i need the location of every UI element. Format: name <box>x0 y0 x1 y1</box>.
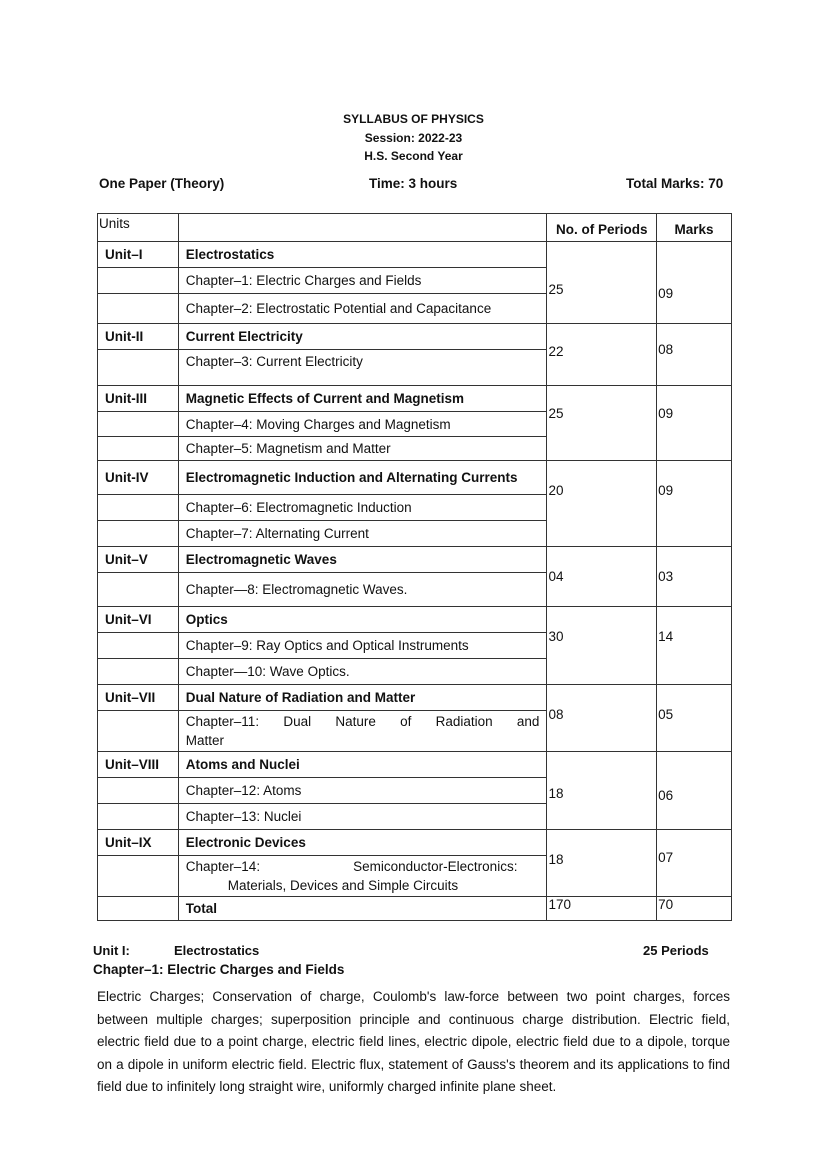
table-row <box>98 752 732 778</box>
unit-blank <box>98 495 179 521</box>
total-marks-value: 70 <box>657 897 732 921</box>
periods-cell <box>547 607 657 685</box>
chapter-line <box>186 857 540 876</box>
periods-value: 04 <box>548 569 564 584</box>
chapter-cell: Chapter–3: Current Electricity <box>178 350 547 386</box>
unit-label: Unit-IV <box>98 461 179 495</box>
marks-value: 09 <box>658 406 674 421</box>
document-title: SYLLABUS OF PHYSICS <box>343 112 484 126</box>
periods-cell <box>547 685 657 752</box>
periods-cell <box>547 752 657 830</box>
chapter-number: Chapter–14: <box>185 859 261 874</box>
marks-cell <box>657 386 732 461</box>
periods-value: 18 <box>548 852 564 867</box>
table-row <box>98 461 732 495</box>
periods-value: 08 <box>548 707 564 722</box>
unit-blank <box>98 897 179 921</box>
marks-value: 05 <box>658 707 674 722</box>
table-header-row <box>98 214 732 242</box>
marks-value: 06 <box>658 788 674 803</box>
unit-title: Electromagnetic Induction and Alternating Currents <box>178 461 547 495</box>
marks-cell <box>657 607 732 685</box>
table-row <box>98 685 732 711</box>
unit-title: Electrostatics <box>178 242 547 268</box>
syllabus-table <box>97 213 732 921</box>
chapter-cell <box>178 856 547 897</box>
periods-cell <box>547 386 657 461</box>
exam-time: Time: 3 hours <box>369 176 458 191</box>
unit-blank <box>98 856 179 897</box>
section-unit-name: Electrostatics <box>174 943 260 958</box>
total-label: Total <box>178 897 547 921</box>
unit-blank <box>98 437 179 461</box>
unit-blank <box>98 778 179 804</box>
chapter-line: Chapter–11: Dual Nature of Radiation and <box>185 714 540 729</box>
chapter-subject: Semiconductor-Electronics: <box>353 859 518 874</box>
chapter-line: Matter <box>185 733 225 748</box>
chapter-cell: Chapter–1: Electric Charges and Fields <box>178 268 547 294</box>
periods-cell <box>547 830 657 897</box>
marks-cell <box>657 324 732 386</box>
marks-cell <box>657 242 732 324</box>
marks-cell <box>657 752 732 830</box>
unit-title: Electromagnetic Waves <box>178 547 547 573</box>
unit-blank <box>98 633 179 659</box>
marks-cell <box>657 830 732 897</box>
marks-value: 08 <box>658 342 674 357</box>
periods-value: 25 <box>548 282 564 297</box>
section-chapter-heading: Chapter–1: Electric Charges and Fields <box>93 962 345 977</box>
unit-label: Unit-III <box>98 386 179 412</box>
unit-title: Electronic Devices <box>178 830 547 856</box>
unit-title: Current Electricity <box>178 324 547 350</box>
chapter-cell: Chapter–5: Magnetism and Matter <box>178 437 547 461</box>
marks-value: 03 <box>658 569 674 584</box>
periods-header: No. of Periods <box>547 214 657 242</box>
unit-label: Unit–VIII <box>98 752 179 778</box>
class-line: H.S. Second Year <box>364 149 463 163</box>
unit-label: Unit–VII <box>98 685 179 711</box>
chapter-cell: Chapter–13: Nuclei <box>178 804 547 830</box>
unit-blank <box>98 573 179 607</box>
chapter-cell: Chapter–6: Electromagnetic Induction <box>178 495 547 521</box>
table-row <box>98 547 732 573</box>
chapter-cell: Chapter—10: Wave Optics. <box>178 659 547 685</box>
unit-blank <box>98 804 179 830</box>
marks-value: 09 <box>658 483 674 498</box>
chapter-cell: Chapter–7: Alternating Current <box>178 521 547 547</box>
unit-title: Dual Nature of Radiation and Matter <box>178 685 547 711</box>
chapter-cell: Chapter–12: Atoms <box>178 778 547 804</box>
unit-blank <box>98 294 179 324</box>
paper-type: One Paper (Theory) <box>99 176 225 191</box>
periods-value: 22 <box>548 344 564 359</box>
chapter-cell: Chapter–4: Moving Charges and Magnetism <box>178 412 547 437</box>
periods-cell <box>547 547 657 607</box>
marks-header: Marks <box>657 214 732 242</box>
periods-value: 18 <box>548 786 564 801</box>
chapter-line: Materials, Devices and Simple Circuits <box>227 878 459 893</box>
total-row <box>98 897 732 921</box>
table-row <box>98 607 732 633</box>
unit-title: Atoms and Nuclei <box>178 752 547 778</box>
unit-blank <box>98 350 179 386</box>
periods-cell <box>547 324 657 386</box>
section-unit-label: Unit I: <box>93 943 130 958</box>
table-row <box>98 242 732 268</box>
unit-blank <box>98 711 179 752</box>
total-periods: 170 <box>547 897 657 921</box>
marks-value: 07 <box>658 850 674 865</box>
chapter-cell: Chapter–2: Electrostatic Potential and Capacitance <box>178 294 547 324</box>
periods-value: 30 <box>548 629 564 644</box>
chapter-description: Electric Charges; Conservation of charge, Coulomb's law-force between two point charges, forces between multiple charges; superposition principle and continuous charge distribution. Electric field, electric field due to a point charge, electric field lines, electric dipole, electric field due to a dipole, torque on a dipole in uniform electric field. Electric flux, statement of Gauss's theorem and its applications to find field due to infinitely long straight wire, uniformly charged infinite plane sheet. <box>97 989 730 1094</box>
unit-label: Unit-II <box>98 324 179 350</box>
unit-blank <box>98 659 179 685</box>
unit-blank <box>98 268 179 294</box>
marks-value: 14 <box>658 629 674 644</box>
marks-cell <box>657 685 732 752</box>
table-row <box>98 830 732 856</box>
total-marks: Total Marks: 70 <box>626 176 724 191</box>
periods-value: 25 <box>548 406 564 421</box>
unit-label: Unit–VI <box>98 607 179 633</box>
unit-blank <box>98 521 179 547</box>
unit-title: Optics <box>178 607 547 633</box>
units-header: Units <box>98 214 179 242</box>
chapter-cell: Chapter–9: Ray Optics and Optical Instruments <box>178 633 547 659</box>
unit-label: Unit–I <box>98 242 179 268</box>
chapter-cell <box>178 711 547 752</box>
table-row <box>98 324 732 350</box>
session-line: Session: 2022-23 <box>364 131 463 145</box>
unit-label: Unit–V <box>98 547 179 573</box>
periods-cell <box>547 242 657 324</box>
unit-blank <box>98 412 179 437</box>
periods-cell <box>547 461 657 547</box>
marks-cell <box>657 461 732 547</box>
section-periods: 25 Periods <box>643 943 709 958</box>
marks-value: 09 <box>658 286 674 301</box>
periods-value: 20 <box>548 483 564 498</box>
unit-title: Magnetic Effects of Current and Magnetism <box>178 386 547 412</box>
topic-header <box>178 214 547 242</box>
unit-label: Unit–IX <box>98 830 179 856</box>
table-row <box>98 386 732 412</box>
chapter-cell: Chapter—8: Electromagnetic Waves. <box>178 573 547 607</box>
marks-cell <box>657 547 732 607</box>
